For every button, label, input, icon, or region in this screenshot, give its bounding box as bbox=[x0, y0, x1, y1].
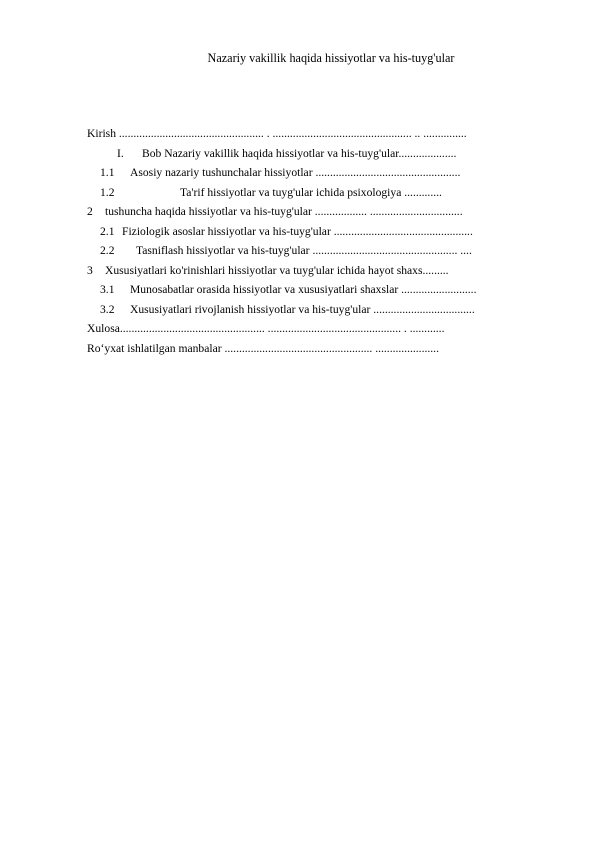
toc-entry-number: 3.1 bbox=[100, 283, 115, 296]
toc-entry-number: 2.1 bbox=[100, 224, 115, 238]
toc-entry-text: Tasniflash hissiyotlar va his-tuyg'ular .................................................. .... bbox=[136, 244, 472, 257]
toc-entry-number: 2 bbox=[87, 205, 93, 218]
toc-entry-number: 1.1 bbox=[100, 166, 115, 179]
toc-entry-xulosa bbox=[87, 319, 567, 339]
toc-entry-text: Xususiyatlari ko'rinishlari hissiyotlar va tuyg'ular ichida hayot shaxs......... bbox=[105, 263, 449, 277]
toc-entry-text: Ta'rif hissiyotlar va tuyg'ular ichida psixologiya ............. bbox=[180, 185, 442, 199]
toc-entry-1-1 bbox=[87, 163, 567, 183]
toc-entry-2-2 bbox=[87, 241, 567, 261]
toc-entry-part-1 bbox=[87, 144, 567, 164]
toc-entry-3-1 bbox=[87, 280, 567, 300]
toc-entry-number: 2.2 bbox=[100, 244, 115, 257]
toc-entry-text: Xususiyatlari rivojlanish hissiyotlar va his-tuyg'ular ................................... bbox=[130, 302, 475, 316]
toc-entry-chapter-3 bbox=[87, 261, 567, 281]
toc-entry-3-2 bbox=[87, 300, 567, 320]
toc-entry-text: tushuncha haqida hissiyotlar va his-tuyg'ular .................. ................................ bbox=[105, 205, 463, 218]
document-title: Nazariy vakillik haqida hissiyotlar va his-tuyg'ular bbox=[207, 51, 455, 65]
toc-entry-number: 1.2 bbox=[100, 185, 115, 199]
toc-entry-text: Fiziologik asoslar hissiyotlar va his-tuyg'ular ................................................ bbox=[122, 224, 473, 238]
toc-entry-royxat bbox=[87, 339, 567, 359]
toc-entry-number: I. bbox=[117, 146, 124, 160]
toc-entry-text: Kirish .................................................. . ................................................ .. ............... bbox=[87, 127, 467, 140]
toc-entry-text: Munosabatlar orasida hissiyotlar va xususiyatlari shaxslar .......................... bbox=[130, 283, 477, 296]
table-of-contents bbox=[87, 124, 567, 358]
toc-entry-text: Asosiy nazariy tushunchalar hissiyotlar .................................................. bbox=[130, 166, 461, 179]
toc-entry-chapter-2 bbox=[87, 202, 567, 222]
toc-entry-kirish bbox=[87, 124, 567, 144]
toc-entry-text: Bob Nazariy vakillik haqida hissiyotlar va his-tuyg'ular.................... bbox=[142, 146, 457, 160]
toc-entry-1-2 bbox=[87, 183, 567, 203]
toc-entry-text: Roʻyxat ishlatilgan manbalar ................................................... ...................... bbox=[87, 341, 439, 355]
toc-entry-2-1 bbox=[87, 222, 567, 242]
toc-entry-number: 3 bbox=[87, 263, 93, 277]
toc-entry-text: Xulosa.................................................. .............................................. . ............ bbox=[87, 322, 445, 335]
toc-entry-number: 3.2 bbox=[100, 302, 115, 316]
